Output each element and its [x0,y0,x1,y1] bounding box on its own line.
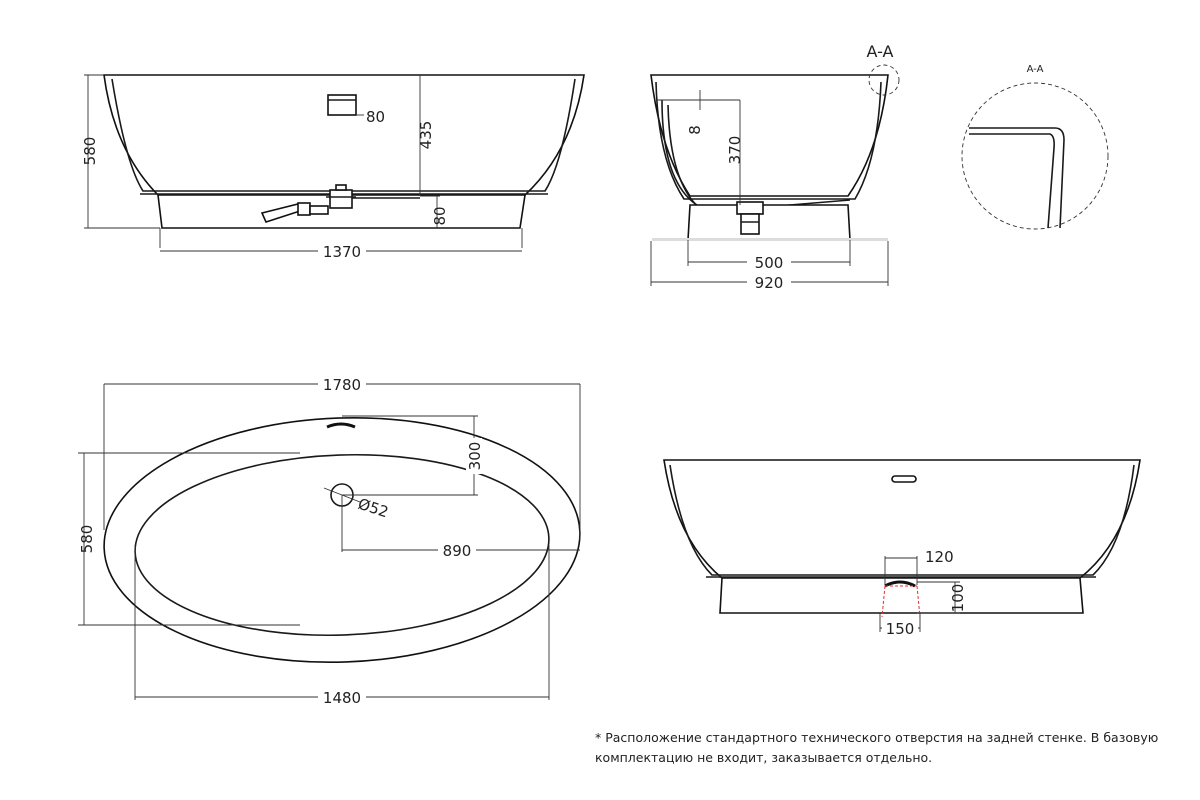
back-hole-width-dim: 120 [925,548,954,566]
section-marker-label: A-A [866,42,894,61]
front-foot-dim: 80 [431,206,449,226]
back-hole-height-dim: 100 [949,583,967,613]
top-drain-diameter-dim: Ø52 [355,494,391,522]
back-hole-span-dim: 150 [885,620,915,638]
front-view [81,75,584,261]
section-detail-label: A-A [1026,64,1044,75]
front-fill-height-dim: 435 [417,120,435,150]
side-rim-dim: 8 [686,125,704,135]
top-drain-x-dim: 890 [442,542,472,560]
front-overflow-dim: 80 [366,108,386,126]
top-length-dim: 1780 [322,376,362,394]
top-width-dim: 580 [78,524,96,554]
back-view [664,460,1140,638]
top-inner-length-dim: 1480 [322,689,362,707]
front-base-length-dim: 1370 [322,243,362,261]
top-drain-y-dim: 300 [466,441,484,471]
top-view [78,376,584,707]
side-depth-dim: 370 [726,135,744,165]
side-width-dim: 920 [754,274,784,292]
side-view [651,42,899,292]
footnote: * Расположение стандартного технического отверстия на задней стенке. В базовую комплектацию не входит, заказывается отдельно. [595,730,1159,765]
side-base-width-dim: 500 [754,254,784,272]
section-detail [962,64,1108,229]
front-height-dim: 580 [81,136,99,166]
